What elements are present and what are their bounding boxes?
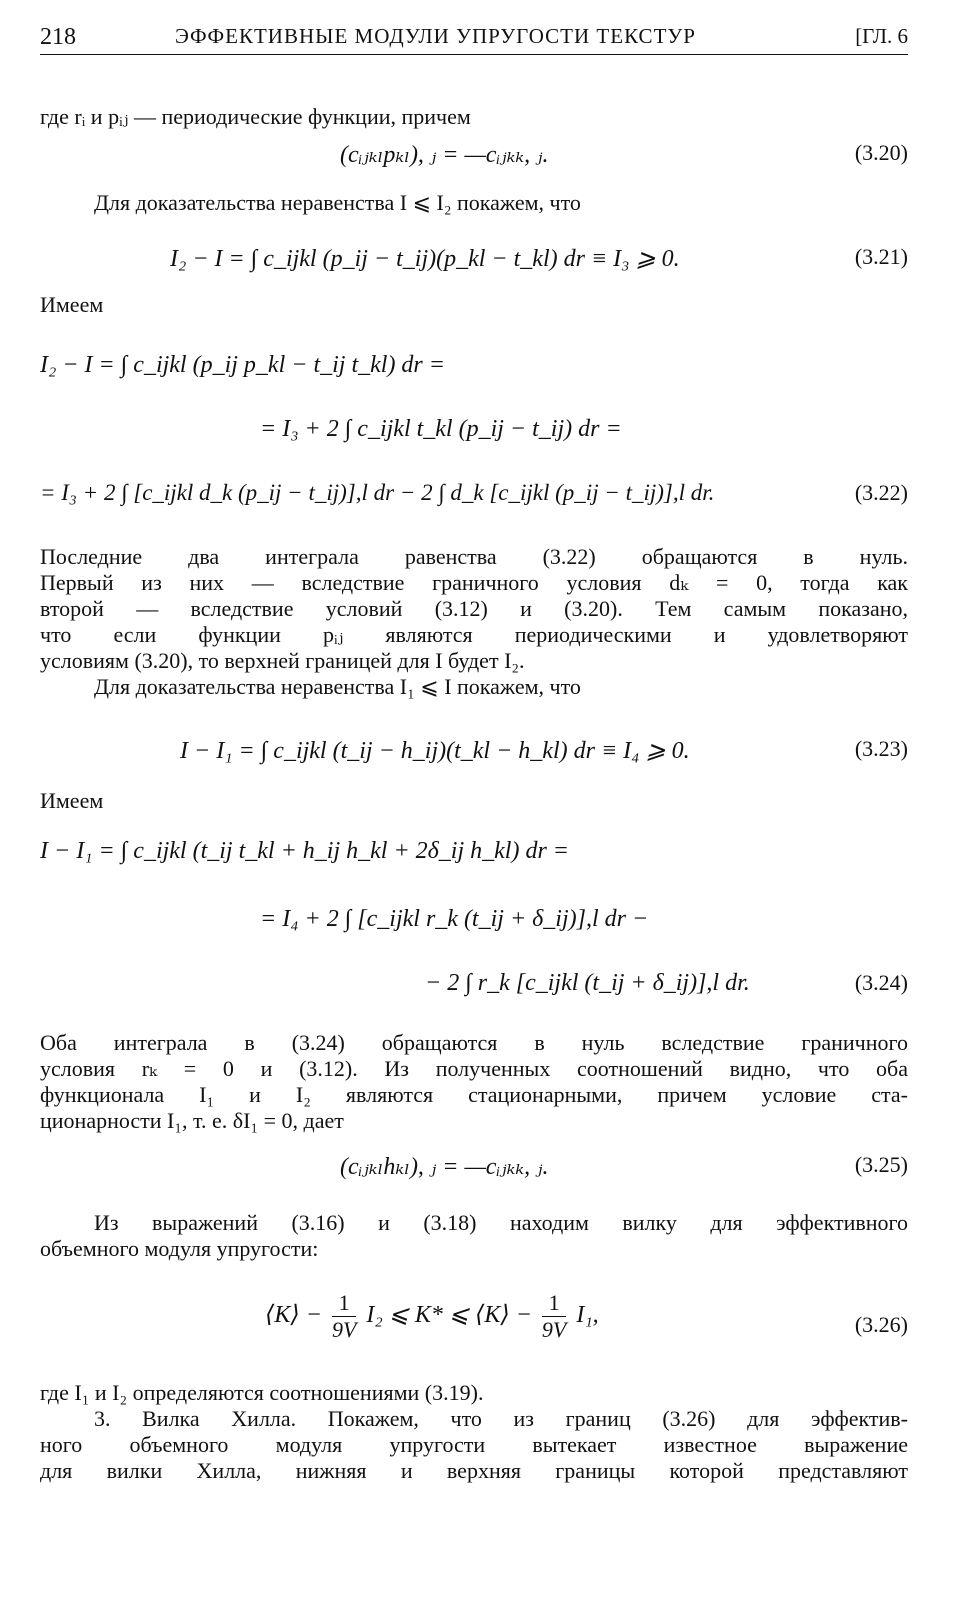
equation-number: (3.26) [854, 1312, 908, 1337]
text-line: Оба интеграла в (3.24) обращаются в нуль вследствие граничного [40, 1030, 908, 1055]
equation-number: (3.23) [854, 736, 908, 761]
running-title: ЭФФЕКТИВНЫЕ МОДУЛИ УПРУГОСТИ ТЕКСТУР [175, 24, 696, 48]
equation-body [265, 1290, 599, 1343]
equation-body: − 2 ∫ r_k [c_ijkl (t_ij + δ_ij)],l dr. [425, 970, 750, 996]
equation-body: (cᵢⱼₖₗpₖₗ), ⱼ = —cᵢⱼₖₖ, ⱼ. [340, 142, 549, 168]
text-line: объемного модуля упругости: [40, 1236, 319, 1261]
fraction-denominator: 9V [331, 1317, 357, 1342]
equation-body: = I₃ + 2 ∫ c_ijkl t_kl (p_ij − t_ij) dr = [260, 416, 622, 442]
equation-3-24-line-3 [40, 966, 908, 1006]
equation-3-22-line-2 [40, 412, 908, 452]
fraction [542, 1290, 566, 1343]
equation-body: I₂ − I = ∫ c_ijkl (p_ij − t_ij)(p_kl − t_kl) dr ≡ I₃ ⩾ 0. [170, 246, 680, 272]
running-header [40, 18, 908, 55]
equation-body: I − I₁ = ∫ c_ijkl (t_ij t_kl + h_ij h_kl + 2δ_ij h_kl) dr = [40, 838, 569, 864]
equation-3-24-line-2 [40, 902, 908, 942]
equation-number: (3.24) [854, 970, 908, 995]
chapter-label: [ГЛ. 6 [855, 24, 908, 48]
text-line: условия rₖ = 0 и (3.12). Из полученных соотношений видно, что оба [40, 1056, 908, 1081]
text-line: Имеем [40, 292, 104, 317]
text-line: Первый из них — вследствие граничного условия dₖ = 0, тогда как [40, 570, 908, 595]
equation-3-26 [40, 1290, 908, 1360]
equation-right: I₁, [576, 1302, 599, 1329]
equation-body: I₂ − I = ∫ c_ijkl (p_ij p_kl − t_ij t_kl) dr = [40, 352, 445, 378]
equation-3-22-line-1 [40, 348, 908, 388]
book-page [40, 18, 908, 1483]
equation-body: = I₃ + 2 ∫ [c_ijkl d_k (p_ij − t_ij)],l dr − 2 ∫ d_k [c_ijkl (p_ij − t_ij)],l dr. [40, 480, 715, 505]
equation-3-24-line-1 [40, 834, 908, 874]
fraction-numerator: 1 [542, 1290, 566, 1317]
text-line: Из выражений (3.16) и (3.18) находим вилку для эффективного [94, 1210, 908, 1235]
text-line: ционарности I₁, т. е. δI₁ = 0, дает [40, 1108, 344, 1133]
fraction [332, 1290, 356, 1343]
equation-number: (3.25) [854, 1152, 908, 1177]
equation-body: I − I₁ = ∫ c_ijkl (t_ij − h_ij)(t_kl − h_kl) dr ≡ I₄ ⩾ 0. [180, 738, 690, 764]
text-line: Для доказательства неравенства I ⩽ I₂ покажем, что [94, 190, 581, 215]
text-line: функционала I₁ и I₂ являются стационарными, причем условие ста- [40, 1082, 908, 1107]
text-line: где rᵢ и pᵢⱼ — периодические функции, причем [40, 104, 471, 129]
equation-3-20 [40, 136, 908, 176]
page-number: 218 [40, 24, 76, 50]
fraction-numerator: 1 [332, 1290, 356, 1317]
text-line: второй — вследствие условий (3.12) и (3.20). Тем самым показано, [40, 596, 908, 621]
text-line: где I₁ и I₂ определяются соотношениями (3.19). [40, 1380, 484, 1405]
equation-body: (cᵢⱼₖₗhₖₗ), ⱼ = —cᵢⱼₖₖ, ⱼ. [340, 1154, 549, 1180]
equation-3-22-line-3 [40, 476, 908, 516]
equation-number: (3.22) [854, 480, 908, 505]
equation-middle: I₂ ⩽ K* ⩽ ⟨K⟩ − [366, 1302, 532, 1329]
equation-body: = I₄ + 2 ∫ [c_ijkl r_k (t_ij + δ_ij)],l dr − [260, 906, 649, 932]
equation-3-25 [40, 1148, 908, 1188]
text-line: Для доказательства неравенства I₁ ⩽ I покажем, что [94, 674, 581, 699]
fraction-denominator: 9V [541, 1317, 567, 1342]
text-line: ного объемного модуля упругости вытекает известное выражение [40, 1432, 908, 1457]
equation-number: (3.20) [854, 140, 908, 165]
text-line: что если функции pᵢⱼ являются периодическими и удовлетворяют [40, 622, 908, 647]
text-line: Последние два интеграла равенства (3.22) обращаются в нуль. [40, 544, 908, 569]
text-line: 3. Вилка Хилла. Покажем, что из границ (3.26) для эффектив- [94, 1406, 908, 1431]
text-line: для вилки Хилла, нижняя и верхняя границы которой представляют [40, 1458, 908, 1483]
equation-left: ⟨K⟩ − [265, 1302, 322, 1329]
equation-number: (3.21) [854, 244, 908, 269]
text-line: условиям (3.20), то верхней границей для I будет I₂. [40, 648, 525, 673]
equation-3-21 [40, 240, 908, 280]
text-line: Имеем [40, 788, 104, 813]
equation-3-23 [40, 732, 908, 772]
